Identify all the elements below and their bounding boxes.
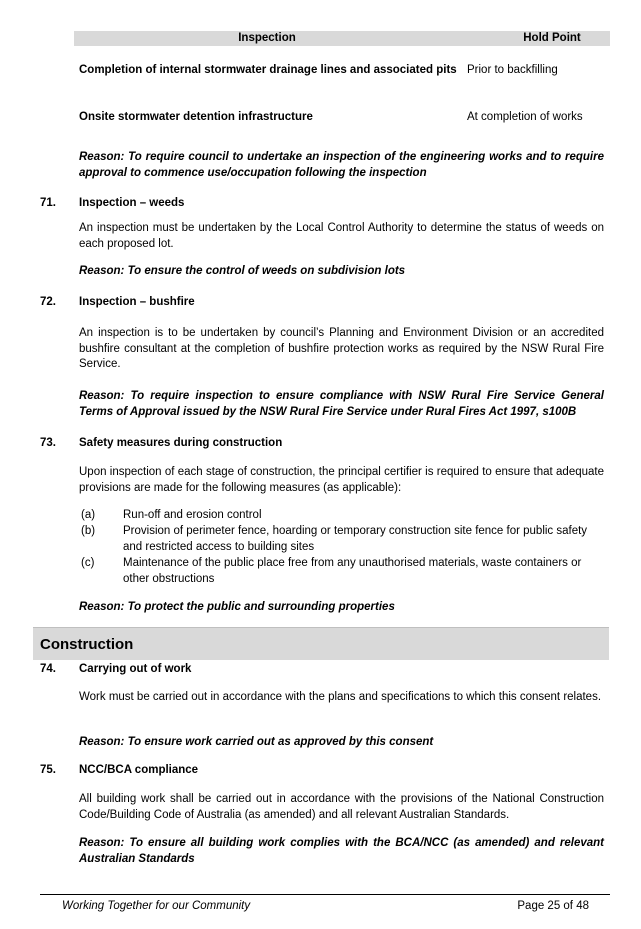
condition-73-item-c-text: Maintenance of the public place free from any unauthorised materials, waste containers or other obstructions <box>123 557 582 585</box>
condition-71-body: An inspection must be undertaken by the Local Control Authority to determine the status of weeds on each proposed lot. <box>79 222 604 250</box>
table-reason: Reason: To require council to undertake an inspection of the engineering works and to require approval to commence use/occupation following the inspection <box>79 151 604 179</box>
table-row-1-hold-point: Prior to backfilling <box>467 64 558 76</box>
footer-tagline: Working Together for our Community <box>62 900 251 912</box>
condition-75-number: 75. <box>40 764 56 776</box>
condition-74-reason: Reason: To ensure work carried out as approved by this consent <box>79 736 434 748</box>
condition-71-title: Inspection – weeds <box>79 197 185 209</box>
condition-72-title: Inspection – bushfire <box>79 296 195 308</box>
condition-71-number: 71. <box>40 197 56 209</box>
condition-74-title: Carrying out of work <box>79 663 192 675</box>
condition-71-reason: Reason: To ensure the control of weeds on subdivision lots <box>79 265 406 277</box>
table-header-hold-point: Hold Point <box>523 32 581 44</box>
condition-75-title: NCC/BCA compliance <box>79 764 199 776</box>
condition-75-reason: Reason: To ensure all building work complies with the BCA/NCC (as amended) and relevant Australian Standards <box>79 837 604 865</box>
condition-72-reason: Reason: To require inspection to ensure compliance with NSW Rural Fire Service General Terms of Approval issued by the NSW Rural Fire Service under Rural Fires Act 1997, s100B <box>79 390 604 418</box>
condition-73-title: Safety measures during construction <box>79 437 283 449</box>
condition-73-reason: Reason: To protect the public and surrounding properties <box>79 601 395 613</box>
condition-73-item-b-label: (b) <box>81 525 96 537</box>
condition-73-item-c-label: (c) <box>81 557 95 569</box>
condition-73-item-a-text: Run-off and erosion control <box>123 509 262 521</box>
condition-75-body: All building work shall be carried out in accordance with the provisions of the National Construction Code/Building Code of Australia (as amended) and all relevant Australian Standards. <box>79 793 604 821</box>
table-row-2-hold-point: At completion of works <box>467 111 583 123</box>
condition-73-item-b-text: Provision of perimeter fence, hoarding or temporary construction site fence for public safety and restricted access to building sites <box>123 525 588 553</box>
condition-74-number: 74. <box>40 663 56 675</box>
section-header-construction <box>33 627 609 660</box>
section-title: Construction <box>40 636 134 653</box>
condition-73-body: Upon inspection of each stage of construction, the principal certifier is required to ensure that adequate provisions are made for the following measures (as applicable): <box>79 466 604 494</box>
condition-73-number: 73. <box>40 437 56 449</box>
footer-page-number: Page 25 of 48 <box>517 900 589 912</box>
condition-74-body: Work must be carried out in accordance with the plans and specifications to which this consent relates. <box>79 691 602 703</box>
footer-divider <box>40 894 610 895</box>
table-header-inspection: Inspection <box>238 32 296 44</box>
condition-73-item-a-label: (a) <box>81 509 96 521</box>
inspection-table-header <box>74 31 610 46</box>
table-row-2-inspection: Onsite stormwater detention infrastructure <box>79 111 313 123</box>
condition-72-number: 72. <box>40 296 56 308</box>
table-row-1-inspection: Completion of internal stormwater drainage lines and associated pits <box>79 64 457 76</box>
condition-72-body: An inspection is to be undertaken by council’s Planning and Environment Division or an accredited bushfire consultant at the completion of bushfire protection works as required by the NSW Rural Fire Service. <box>79 327 604 370</box>
